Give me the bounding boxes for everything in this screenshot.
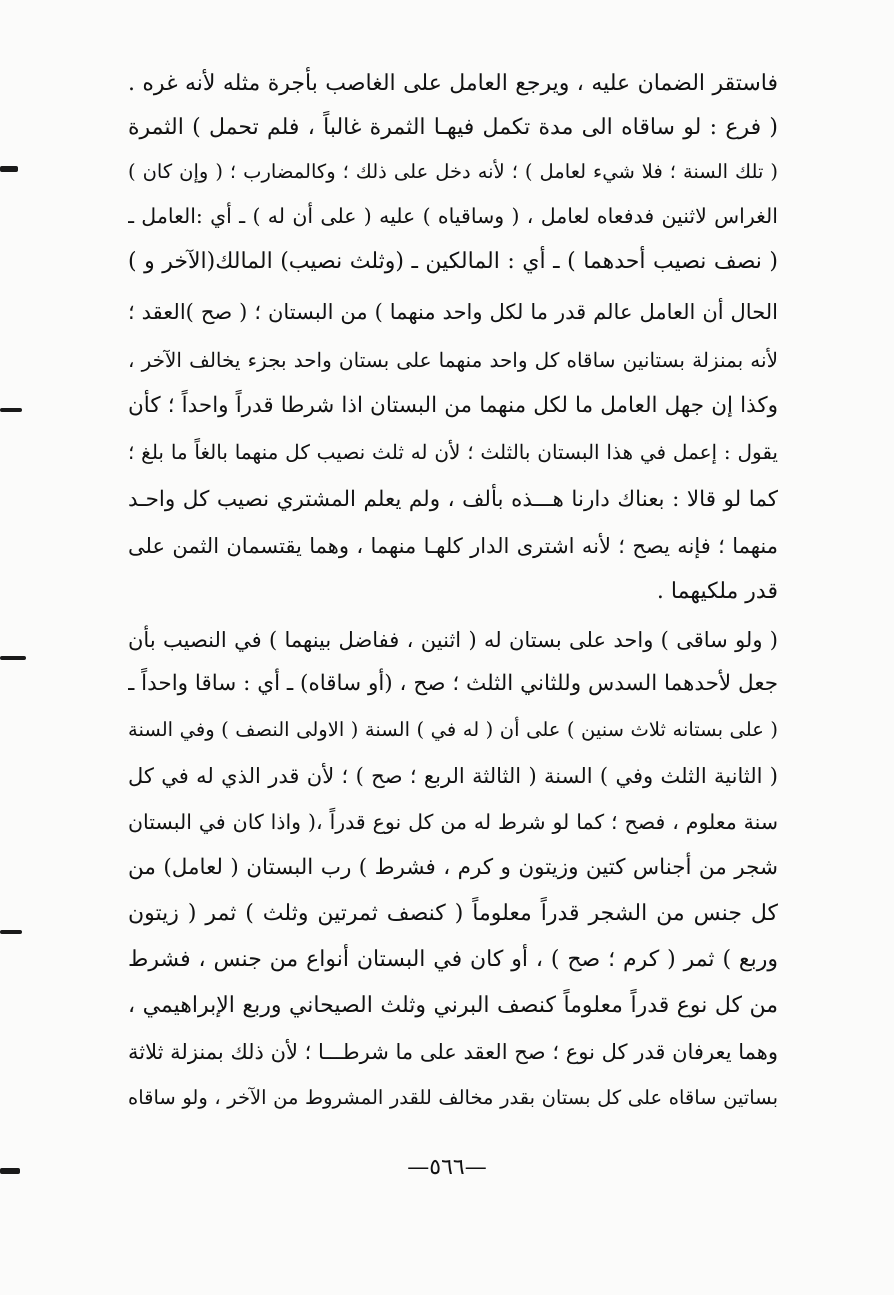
text-line: يقول : إعمل في هذا البستان بالثلث ؛ لأن له ثلث نصيب كل منهما بالغاً ما بلغ ؛ [128, 440, 778, 464]
text-line: ( ولو ساقى ) واحد على بستان له ( اثنين ، ففاضل بينهما ) في النصيب بأن [128, 628, 778, 652]
text-line: منهما ؛ فإنه يصح ؛ لأنه اشترى الدار كلهـا منهما ، وهما يقتسمان الثمن على [128, 534, 778, 558]
scan-edge-mark [0, 166, 18, 172]
scan-edge-mark [0, 656, 26, 660]
text-line: من كل نوع قدراً معلوماً كنصف البرني وثلث الصيحاني وربع الإبراهيمي ، [128, 993, 778, 1018]
text-line: ( فرع : لو ساقاه الى مدة تكمل فيهـا الثمرة غالباً ، فلم تحمل ) الثمرة [128, 115, 778, 140]
text-line: فاستقر الضمان عليه ، ويرجع العامل على الغاصب بأجرة مثله لأنه غره . [128, 71, 778, 96]
text-line: كما لو قالا : بعناك دارنا هـــذه بألف ، ولم يعلم المشتري نصيب كل واحـد [128, 487, 778, 512]
text-line: جعل لأحدهما السدس وللثاني الثلث ؛ صح ، (أو ساقاه) ـ أي : ساقا واحداً ـ [128, 671, 778, 696]
text-line: قدر ملكيهما . [656, 579, 778, 604]
text-line: وربع ) ثمر ( كرم ؛ صح ) ، أو كان في البستان أنواع من جنس ، فشرط [128, 947, 778, 972]
text-line: بساتين ساقاه على كل بستان بقدر مخالف للقدر المشروط من الآخر ، ولو ساقاه [128, 1086, 778, 1109]
text-line: ( نصف نصيب أحدهما ) ـ أي : المالكين ـ (وثلث نصيب) المالك(الآخر و ) [128, 249, 778, 274]
text-line: سنة معلوم ، فصح ؛ كما لو شرط له من كل نوع قدراً ،( واذا كان في البستان [128, 810, 778, 834]
scan-edge-mark [0, 930, 22, 934]
text-line: كل جنس من الشجر قدراً معلوماً ( كنصف ثمرتين وثلث ) ثمر ( زيتون [128, 901, 778, 926]
scan-edge-mark [0, 1168, 20, 1174]
text-line: وهما يعرفان قدر كل نوع ؛ صح العقد على ما شرطـــا ؛ لأن ذلك بمنزلة ثلاثة [128, 1040, 778, 1064]
text-line: الغراس لاثنين فدفعاه لعامل ، ( وساقياه ) عليه ( على أن له ) ـ أي :العامل ـ [128, 204, 778, 228]
text-line: ( على بستانه ثلاث سنين ) على أن ( له في ) السنة ( الاولى النصف ) وفي السنة [128, 718, 778, 741]
text-line: الحال أن العامل عالم قدر ما لكل واحد منهما ) من البستان ؛ ( صح )العقد ؛ [128, 300, 778, 324]
page-number: —٥٦٦— [407, 1155, 487, 1180]
text-line: شجر من أجناس كتين وزيتون و كرم ، فشرط ) رب البستان ( لعامل) من [128, 855, 778, 880]
text-line: ( الثانية الثلث وفي ) السنة ( الثالثة الربع ؛ صح ) ؛ لأن قدر الذي له في كل [128, 764, 778, 788]
scan-edge-mark [0, 408, 22, 412]
text-line: لأنه بمنزلة بستانين ساقاه كل واحد منهما على بستان واحد بجزء يخالف الآخر ، [128, 348, 778, 372]
text-line: ( تلك السنة ؛ فلا شيء لعامل ) ؛ لأنه دخل على ذلك ؛ وكالمضارب ؛ ( وإن كان ) [128, 160, 778, 183]
text-line: وكذا إن جهل العامل ما لكل منهما من البستان اذا شرطا قدراً واحداً ؛ كأن [128, 393, 778, 418]
